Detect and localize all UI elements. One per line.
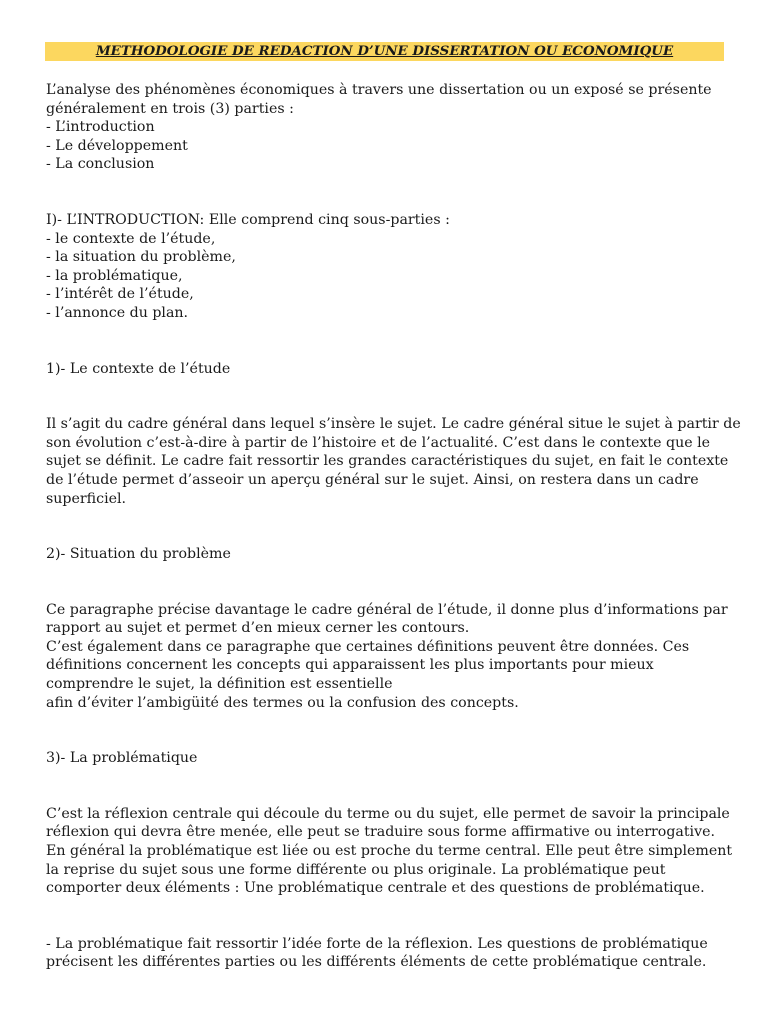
section-heading: 3)- La problématique xyxy=(46,750,198,767)
section-heading: 2)- Situation du problème xyxy=(46,546,231,563)
text-line: afin d’éviter l’ambigüité des termes ou la confusion des concepts. xyxy=(46,694,519,711)
text-line: comporter deux éléments : Une problématique centrale et des questions de problématique. xyxy=(46,880,705,897)
text-line: précisent les différentes parties ou les différents éléments de cette problématique centrale. xyxy=(46,954,707,971)
list-item: - L’introduction xyxy=(46,119,155,136)
text-line: définitions concernent les concepts qui apparaissent les plus importants pour mieux xyxy=(46,657,654,674)
text-line: comprendre le sujet, la définition est essentielle xyxy=(46,676,393,693)
text-line: - La problématique fait ressortir l’idée forte de la réflexion. Les questions de problématique xyxy=(46,935,708,952)
text-line: Ce paragraphe précise davantage le cadre général de l’étude, il donne plus d’informations par xyxy=(46,601,728,618)
list-item: - le contexte de l’étude, xyxy=(46,230,216,247)
section3-paragraph-2 xyxy=(46,935,724,972)
list-item: - La conclusion xyxy=(46,156,155,173)
section-heading: 1)- Le contexte de l’étude xyxy=(46,360,231,377)
list-item: - la problématique, xyxy=(46,267,183,284)
text-line: sujet se définit. Le cadre fait ressortir les grandes caractéristiques du sujet, en fait le contexte xyxy=(46,453,729,470)
section2-paragraph xyxy=(46,601,728,713)
text-line: En général la problématique est liée ou est proche du terme central. Elle peut être simplement xyxy=(46,843,733,860)
list-item: - l’annonce du plan. xyxy=(46,304,189,321)
list-item: - l’intérêt de l’étude, xyxy=(46,286,194,303)
list-item: - la situation du problème, xyxy=(46,249,236,266)
text-line: C’est également dans ce paragraphe que certaines définitions peuvent être données. Ces xyxy=(46,638,690,655)
section3-paragraph xyxy=(46,805,733,898)
section-heading: I)- L’INTRODUCTION: Elle comprend cinq sous-parties : xyxy=(46,211,450,228)
text-line: réflexion qui devra être menée, elle peut se traduire sous forme affirmative ou interrogative. xyxy=(46,824,716,841)
section1-paragraph xyxy=(46,415,741,508)
intro-paragraph xyxy=(46,81,724,174)
text-line: généralement en trois (3) parties : xyxy=(46,100,294,117)
text-line: rapport au sujet et permet d’en mieux cerner les contours. xyxy=(46,620,470,637)
text-line: L’analyse des phénomènes économiques à travers une dissertation ou un exposé se présente xyxy=(46,82,712,98)
text-line: superficiel. xyxy=(46,490,127,507)
document-title: METHODOLOGIE DE REDACTION D’UNE DISSERTATION OU ECONOMIQUE xyxy=(45,42,724,61)
document-page xyxy=(46,42,741,972)
text-line: Il s’agit du cadre général dans lequel s’insère le sujet. Le cadre général situe le sujet à partir de xyxy=(46,416,741,433)
text-line: son évolution c’est-à-dire à partir de l’histoire et de l’actualité. C’est dans le contexte que le xyxy=(46,434,711,451)
list-item: - Le développement xyxy=(46,137,188,154)
text-line: la reprise du sujet sous une forme différente ou plus originale. La problématique peut xyxy=(46,861,666,878)
introduction-section xyxy=(46,211,724,323)
text-line: de l’étude permet d’asseoir un aperçu général sur le sujet. Ainsi, on restera dans un cadre xyxy=(46,471,699,488)
text-line: C’est la réflexion centrale qui découle du terme ou du sujet, elle permet de savoir la principale xyxy=(46,805,730,822)
